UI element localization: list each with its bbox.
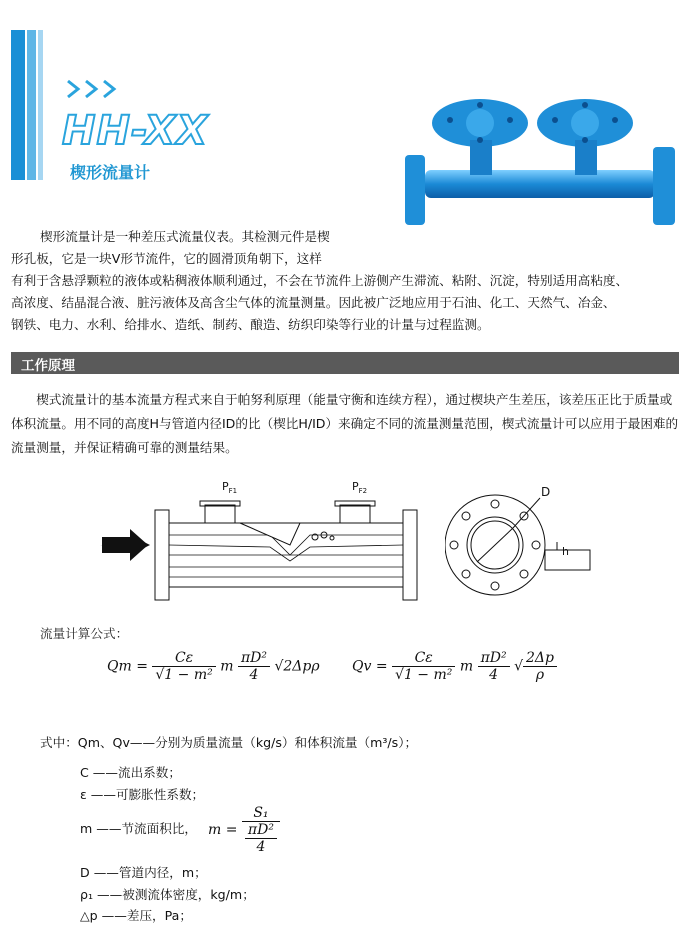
qm-formula: Qm = $\frac{C\varepsilon}{\text{√1 − m²}}$ m $\frac{\text{πD²}}{4}$ √2Δpρ bbox=[107, 650, 320, 683]
label-d: D bbox=[541, 485, 551, 499]
section-title: 工作原理 bbox=[21, 358, 75, 374]
chevron-arrows-icon bbox=[66, 78, 126, 104]
intro-line-3: 有利于含悬浮颗粒的液体或粘稠液体顺利通过，不会在节流件上游侧产生滞流、粘附、沉淀，特别适用高粘度、 bbox=[11, 273, 629, 288]
m-formula: m = $\frac{\text{S₁}}{\frac{\text{πD²}}{4}}$ bbox=[208, 805, 280, 855]
section-header-bar bbox=[11, 352, 679, 374]
product-photo bbox=[395, 85, 685, 239]
legend-d: D ——管道内径，m； bbox=[80, 865, 207, 880]
model-title: HH-XX bbox=[62, 108, 209, 154]
header-stripe-2 bbox=[27, 30, 36, 180]
intro-line-1: 楔形流量计是一种差压式流量仪表。其检测元件是楔 bbox=[40, 229, 330, 244]
legend-c: C ——流出系数； bbox=[80, 765, 181, 780]
legend-dp: △p ——差压，Pa； bbox=[80, 908, 192, 923]
principle-paragraph: 楔式流量计的基本流量方程式来自于帕努利原理（能量守衡和连续方程），通过楔块产生差压，该差压正比于质量或体积流量。用不同的高度H与管道内径ID的比（楔比H/ID）来确定不同的流量测量范围，楔式流量计可以应用于最困难的流量测量，并保证精确可靠的测量结果。 bbox=[11, 392, 679, 455]
formula-title: 流量计算公式： bbox=[40, 626, 129, 641]
qv-formula: Qv = $\frac{C\varepsilon}{\text{√1 − m²}}$ m $\frac{\text{πD²}}{4}$ √ $\frac{2\Delta p}{\rho}$ bbox=[352, 650, 557, 683]
label-pf2: $P_{F2}$ bbox=[352, 480, 368, 496]
intro-line-2: 形孔板，它是一块V形节流件，它的圆滑顶角朝下，这样 bbox=[11, 251, 322, 266]
intro-line-5: 钢铁、电力、水利、给排水、造纸、制药、酿造、纺织印染等行业的计量与过程监测。 bbox=[11, 317, 490, 332]
legend-m: m ——节流面积比， bbox=[80, 821, 198, 836]
legend-e: ε ——可膨胀性系数； bbox=[80, 787, 205, 802]
legend-intro: 式中：Qm、Qv——分别为质量流量（kg/s）和体积流量（m³/s）； bbox=[40, 735, 418, 750]
label-h: h bbox=[562, 545, 569, 558]
legend-rho: ρ₁ ——被测流体密度，kg/m； bbox=[80, 887, 255, 902]
label-pf1: $P_{F1}$ bbox=[222, 480, 238, 496]
intro-line-4: 高浓度、结晶混合液、脏污液体及高含尘气体的流量测量。因此被广泛地应用于石油、化工、天然气、冶金、 bbox=[11, 295, 616, 310]
flange-cross-section bbox=[445, 490, 595, 604]
header-stripe-1 bbox=[11, 30, 25, 180]
wedge-meter-diagram bbox=[100, 475, 430, 609]
header-stripe-3 bbox=[38, 30, 43, 180]
product-subtitle: 楔形流量计 bbox=[70, 163, 151, 182]
